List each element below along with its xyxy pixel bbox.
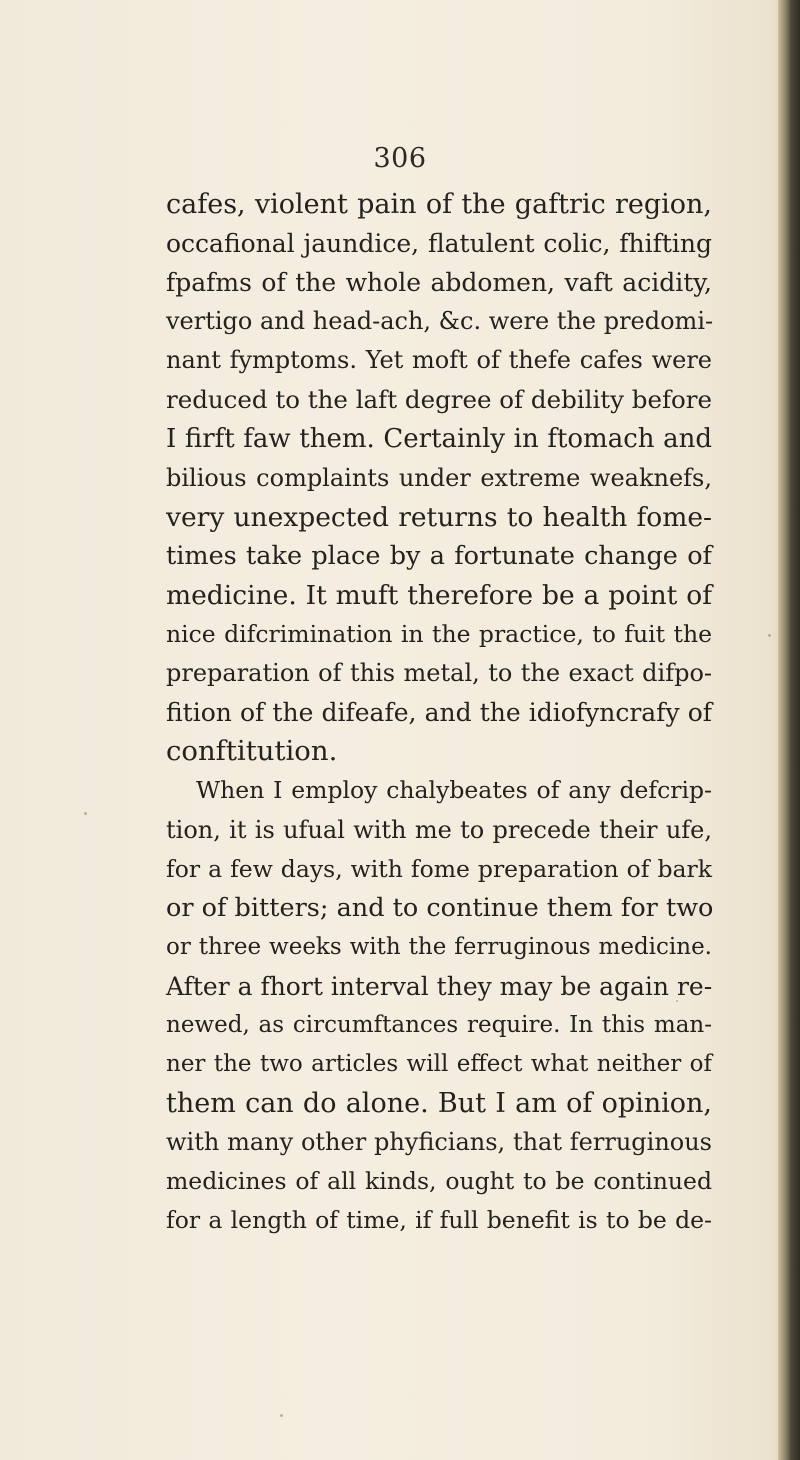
paper-speck (84, 812, 87, 815)
text-line: newed, as circumftances require. In this man- (166, 1011, 712, 1038)
text-line: occafional jaundice, flatulent colic, fhifting (166, 229, 712, 259)
text-line: times take place by a fortunate change of (166, 540, 712, 571)
text-line: or of bitters; and to continue them for two (166, 892, 714, 923)
text-line: nice difcrimination in the practice, to fuit the (166, 620, 712, 649)
text-line: cafes, violent pain of the gaftric region, (166, 189, 712, 220)
text-line-paragraph-start: When I employ chalybeates of any defcrip- (196, 776, 712, 805)
text-line: medicines of all kinds, ought to be continued (166, 1167, 712, 1196)
text-line: fition of the difeafe, and the idiofyncrafy of (166, 698, 712, 728)
page-edge-shadow (778, 0, 800, 1460)
paper-speck (768, 634, 771, 637)
text-line: fpafms of the whole abdomen, vaft acidity, (166, 268, 712, 298)
text-line: for a few days, with fome preparation of bark (166, 854, 712, 883)
text-line: I firft faw them. Certainly in ftomach and (166, 423, 712, 454)
text-line: After a fhort interval they may be again re- (166, 971, 713, 1001)
text-line: with many other phyficians, that ferruginous (166, 1128, 712, 1157)
text-line: reduced to the laft degree of debility before (166, 385, 712, 415)
text-line: medicine. It muft therefore be a point of (166, 579, 712, 611)
text-line: nant fymptoms. Yet moft of thefe cafes were (166, 346, 712, 375)
text-line: very unexpected returns to health fome- (166, 501, 712, 533)
text-line: tion, it is ufual with me to precede their ufe, (166, 815, 712, 844)
text-line: them can do alone. But I am of opinion, (166, 1088, 712, 1120)
text-line: vertigo and head-ach, &c. were the predomi- (166, 307, 714, 336)
text-line: ner the two articles will effect what neither of (166, 1051, 712, 1078)
text-line: or three weeks with the ferruginous medicine. (166, 933, 712, 960)
text-line-paragraph-end: conftitution. (166, 735, 338, 768)
paper-speck (280, 1414, 283, 1417)
text-line: preparation of this metal, to the exact difpo- (166, 659, 712, 688)
body-text (166, 185, 712, 1241)
text-line: bilious complaints under extreme weaknefs, (166, 463, 712, 492)
text-line: for a length of time, if full benefit is to be de- (166, 1206, 712, 1235)
page-number: 306 (373, 143, 427, 174)
